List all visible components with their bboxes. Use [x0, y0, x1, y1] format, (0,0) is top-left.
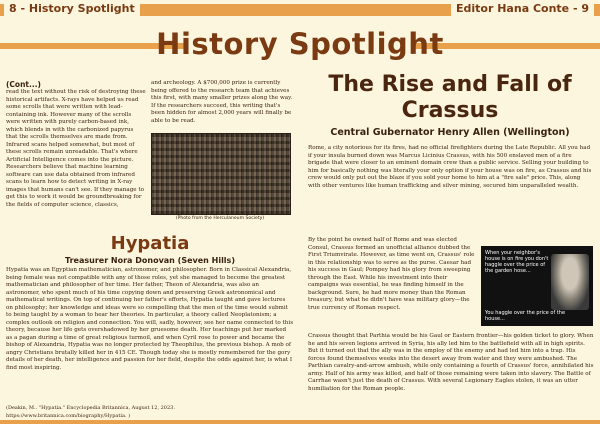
crassus-meme-image: [481, 246, 593, 326]
page-footer-band: [0, 420, 600, 424]
crassus-byline: Central Gubernator Henry Allen (Wellington): [330, 127, 570, 138]
portrait-photo: [551, 254, 589, 310]
crassus-para-1: [308, 145, 594, 190]
crassus-para-3: [308, 333, 594, 393]
crassus-title: The Rise and Fall of Crassus: [328, 72, 572, 123]
photo-caption: (Photo from the Herculaneum Society): [175, 216, 265, 221]
page-label-left: 8 - History Spotlight: [4, 1, 140, 17]
masthead: [0, 24, 600, 64]
left-article-col1: [6, 80, 146, 209]
hypatia-title: Hypatia: [110, 233, 190, 254]
page-header: [0, 0, 600, 22]
meme-bottom-text: You haggle over the price of the house...: [485, 310, 566, 322]
left-article-text-col2: and archeology. A $700,000 prize is currently being offered to the research team that achieves this first, with many smaller prizes along the way. If the researchers succeed, this writing that's been hidden for almost 2,000 years will finally be able to be read.: [151, 80, 293, 124]
scroll-photo: [151, 133, 291, 215]
crassus-para-2: [308, 237, 478, 312]
crassus-text-2: By the point he owned half of Rome and was elected Consul, Crassus formed an unofficial alliance dubbed the First Triumvirate. However, as time went on, Crassus' role in this relationship was to serve as the purse. Caesar had his success in Gaul; Pompey had his glory from sweeping through the East. While his investment into their campaigns was essential, he was finding himself in the background. Sure, he had more money than the Roman treasury, but what he didn't have was military glory—the true currency of Roman respect.: [308, 237, 475, 311]
left-article-col2: [151, 80, 293, 125]
hypatia-byline: Treasurer Nora Donovan (Seven Hills): [65, 256, 235, 265]
hypatia-text: Hypatia was an Egyptian mathematician, astronomer, and philosopher. Born in Classical Alexandria, being female was not compatible with any of those roles, yet she managed to become the greatest mathematician and philosopher of her time. Her father, Theon of Alexandria, was also an astronomer, who spent much of his time copying down and preserving Greek astronomical and mathematical writings. On top of continuing her father's efforts, Hypatia taught and gave lectures on philosophy; her knowledge and ideas were so compelling that the men of the time would submit to being taught by a woman to hear her theories. In particular, a theory called Neoplatonism; a complex outlook on religion and connection. You will, sadly, however, see her name connected to this theory, because her life gets overshadowed by her gruesome death. Her teachings put her marked as a pagan during a time of great religious turmoil, and when Cyril rose to power and became the bishop of Alexandria, Hypatia was no longer protected by Theophilus, the previous bishop. A mob of angry Christians brutally killed her in 415 CE. Though today she is mostly remembered for the gory details of her death, her intelligence and passion for her field, despite the odds against her, is what I find most inspiring.: [6, 267, 294, 371]
masthead-title: History Spotlight: [156, 27, 444, 61]
page-label-right: Editor Hana Conte - 9: [451, 1, 594, 17]
hypatia-body: [6, 267, 294, 372]
crassus-text-3: Crassus thought that Parthia would be his Gaul or Eastern frontier—his golden ticket to glory. When he and his seven legions arrived in Syria, his ally led him to the battlefield with all in high spirits. But it turned out that the ally was in the employ of the enemy and had led him into a trap. His forces found themselves weeks into the desert away from water and they were ambushed. The Parthian cavalry-and-arrow ambush, while only containing a fourth of Crassus' force, annihilated his army. Half of his army was killed, and half of those remaining were taken into slavery. The Battle of Carrhae wasn't just the death of Crassus. With several Legionary Eagles stolen, it was an utter humiliation for the Roman people.: [308, 333, 594, 392]
hypatia-citation: [6, 405, 296, 420]
crassus-text-1: Rome, a city notorious for its fires, had no official firefighters during the Late Republic. All you had if your insula burned down was Marcus Licinius Crassus, with his 500 enslaved men of a fire brigade that were closer to an eminent domain crew than a public service. Selling your building to him for basically nothing was literally your only option if your house was on fire, as Crassus and his crew would only put out the blaze if you sold your home to him at a "fire sale" price. This, along with other ventures like human trafficking and silver mining, secured him unparalleled wealth.: [308, 145, 592, 189]
left-article-text-col1: read the text without the risk of destroying these historical artifacts. X-rays have helped us read some scrolls that were written with lead-containing ink. However many of the scrolls were written with purely carbon-based ink, which blends in with the carbonized papyrus that the scrolls themselves are made from. Infrared scans helped somewhat, but most of these scrolls remain unreadable. That's where Artificial Intelligence comes into the picture. Researchers believe that machine learning software can use data obtained from infrared scans to learn how to detect writing in X-ray images that humans can't see. If they manage to get this to work it would be groundbreaking for the fields of computer science, classics,: [6, 89, 146, 208]
continued-label: (Cont...): [6, 80, 41, 89]
citation-text: (Deakin, M.. "Hypatia." Encyclopedia Britannica, August 12, 2023. https://www.britannica.com/biography/Hypatia. ): [6, 405, 175, 419]
meme-top-text: When your neighbor's house is on fire you don't haggle over the price of the garden hose...: [485, 250, 549, 274]
